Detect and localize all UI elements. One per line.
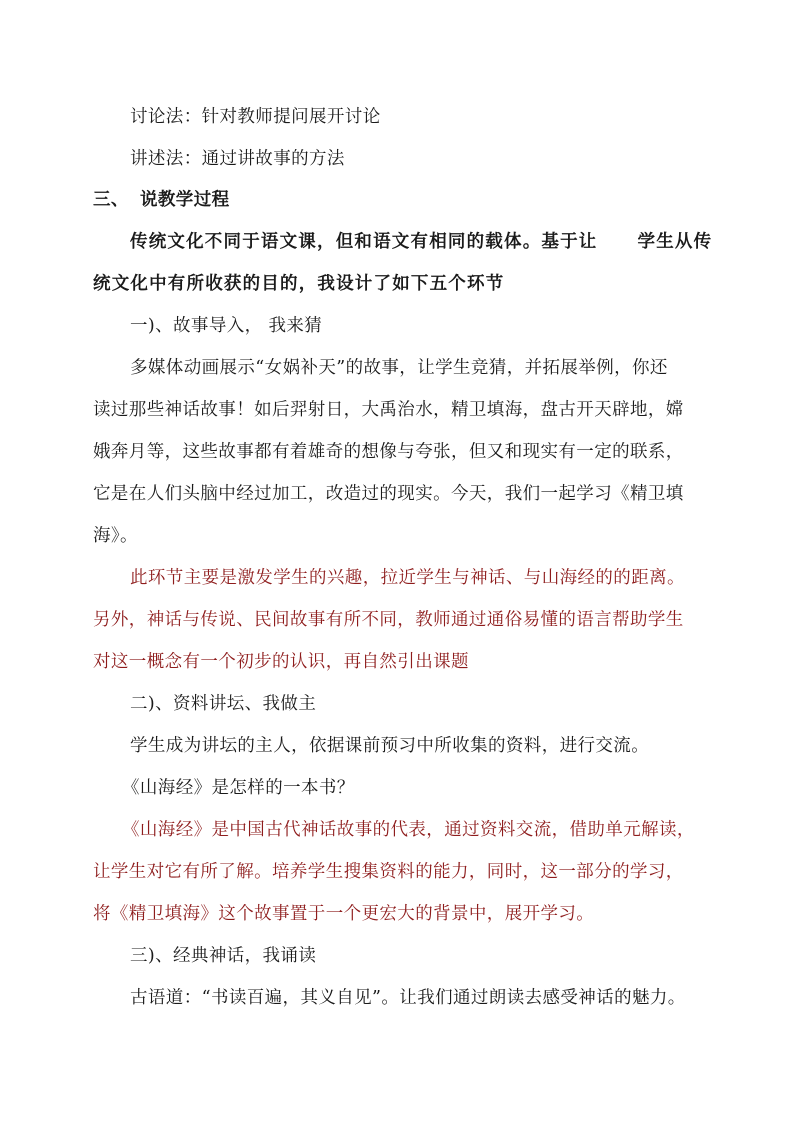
- step3-text-line-1: 古语道：“书读百遍，其义自见”。让我们通过朗读去感受神话的魅力。: [130, 988, 686, 1008]
- step1-note-line-3: 对这一概念有一个初步的认识，再自然引出课题: [93, 652, 469, 672]
- step2-note-line-3: 将《精卫填海》这个故事置于一个更宏大的背景中，展开学习。: [93, 904, 595, 924]
- step2-title: 二)、资料讲坛、我做主: [130, 694, 317, 714]
- step2-question: 《山海经》是怎样的一本书？: [122, 778, 355, 798]
- step3-title: 三)、经典神话，我诵读: [130, 946, 317, 966]
- section-number: 三、: [93, 190, 129, 210]
- intro-paragraph-line-2: 统文化中有所收获的目的，我设计了如下五个环节: [93, 274, 505, 294]
- step1-text-line-2: 读过那些神话故事！如后羿射日，大禹治水，精卫填海，盘古开天辟地，嫦: [93, 400, 684, 420]
- intro-text-part-b: 学生从传: [637, 232, 713, 252]
- step1-text-line-5: 海》。: [93, 526, 138, 546]
- step1-note-line-1: 此环节主要是激发学生的兴趣，拉近学生与神话、与山海经的的距离。: [130, 568, 685, 588]
- step1-text-line-3: 娥奔月等，这些故事都有着雄奇的想像与夸张，但又和现实有一定的联系，: [93, 442, 684, 462]
- intro-paragraph-line-1: [130, 231, 712, 253]
- step1-note-line-2: 另外，神话与传说、民间故事有所不同，教师通过通俗易懂的语言帮助学生: [93, 610, 684, 630]
- paragraph-narration-method: 讲述法：通过讲故事的方法: [130, 149, 345, 169]
- intro-text-part-a: 传统文化不同于语文课，但和语文有相同的载体。基于让: [130, 232, 598, 252]
- step1-text-line-1: 多媒体动画展示“女娲补天”的故事，让学生竞猜，并拓展举例，你还: [130, 358, 668, 378]
- section-title: 说教学过程: [140, 190, 230, 210]
- step1-text-line-4: 它是在人们头脑中经过加工，改造过的现实。今天，我们一起学习《精卫填: [93, 484, 684, 504]
- step2-note-line-1: 《山海经》是中国古代神话故事的代表，通过资料交流，借助单元解读，: [122, 820, 695, 840]
- step2-note-line-2: 让学生对它有所了解。培养学生搜集资料的能力，同时，这一部分的学习，: [93, 862, 684, 882]
- paragraph-discussion-method: 讨论法：针对教师提问展开讨论: [130, 107, 381, 127]
- step2-text-line-1: 学生成为讲坛的主人，依据课前预习中所收集的资料，进行交流。: [130, 736, 650, 756]
- step1-title: 一)、故事导入， 我来猜: [130, 316, 323, 336]
